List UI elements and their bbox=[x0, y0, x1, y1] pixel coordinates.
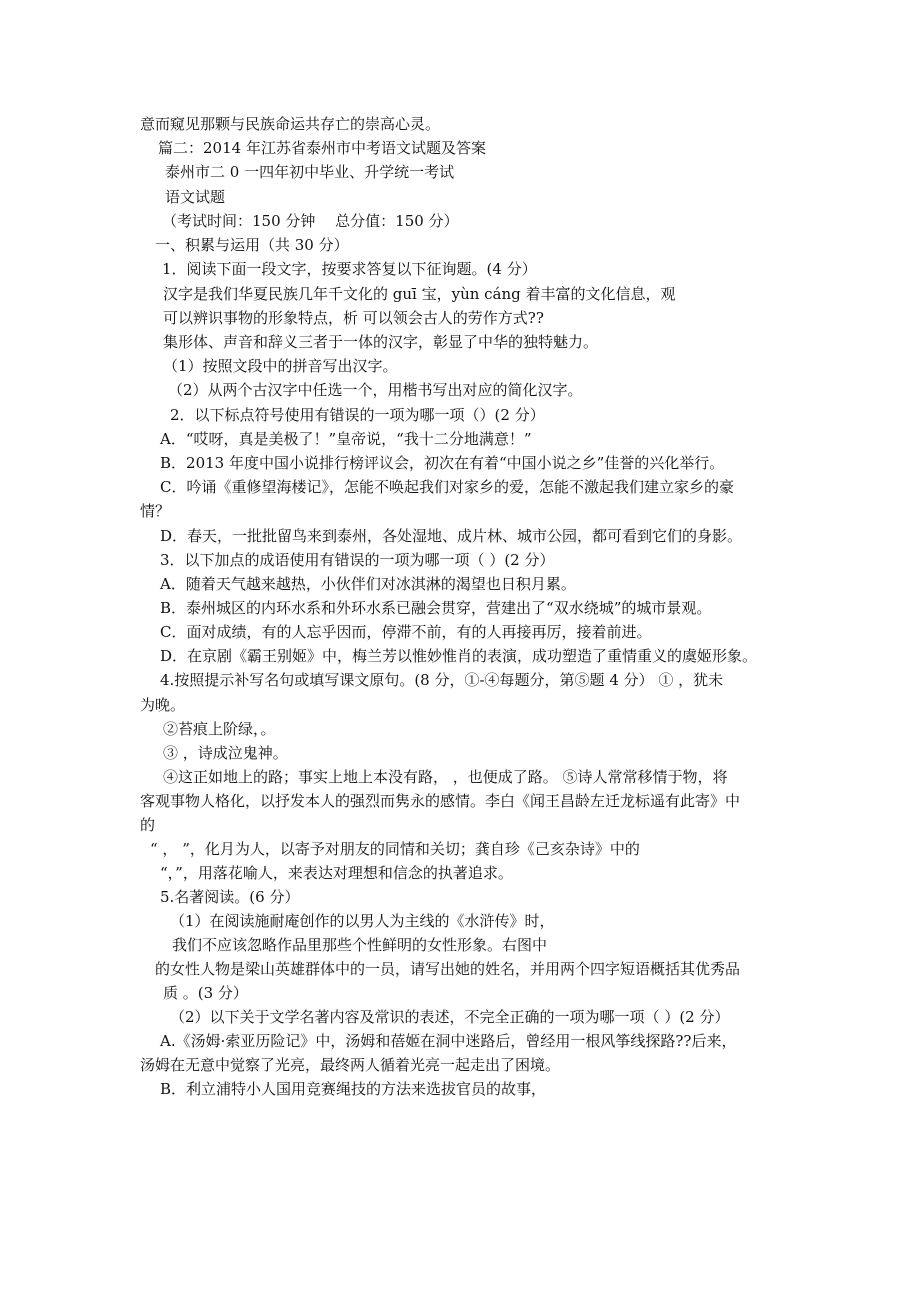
text-line: 汤姆在无意中觉察了光亮，最终两人循着光亮一起走出了困境。 bbox=[140, 1056, 561, 1074]
text-line: A．随着天气越来越热，小伙伴们对冰淇淋的渴望也日积月累。 bbox=[160, 575, 576, 593]
text-line: 2．以下标点符号使用有错误的一项为哪一项（）(2 分） bbox=[170, 406, 545, 424]
text-line: 4.按照提示补写名句或填写课文原句。(8 分，①-④每题分，第⑤题 4 分） ① ，犹未 bbox=[160, 671, 724, 689]
text-line: 意而窥见那颗与民族命运共存亡的崇高心灵。 bbox=[140, 115, 441, 133]
text-line: 3．以下加点的成语使用有错误的一项为哪一项（ ）(2 分） bbox=[160, 551, 555, 569]
text-line: 泰州市二 0 一四年初中毕业、升学统一考试 bbox=[165, 163, 455, 181]
text-line: 汉字是我们华夏民族几年千文化的 guī 宝，yùn cáng 着丰富的文化信息，观 bbox=[163, 285, 676, 303]
section-heading: 一、积累与运用（共 30 分） bbox=[155, 236, 349, 254]
text-line: 5.名著阅读。(6 分） bbox=[160, 888, 300, 906]
text-line: “ ， ”，化月为人，以寄予对朋友的同情和关切；龚自珍《己亥杂诗》中的 bbox=[150, 840, 640, 858]
text-line: 集形体、声音和辞义三者于一体的汉字，彰显了中华的独特魅力。 bbox=[163, 333, 599, 351]
text-line: （2）以下关于文学名著内容及常识的表述，不完全正确的一项为哪一项（ ）(2 分） bbox=[170, 1008, 730, 1026]
text-line: 篇二：2014 年江苏省泰州市中考语文试题及答案 bbox=[158, 139, 486, 157]
text-line: （1）在阅读施耐庵创作的以男人为主线的《水浒传》时， bbox=[170, 912, 555, 930]
text-line: 可以辨识事物的形象特点，析 可以领会古人的劳作方式?? bbox=[163, 309, 544, 327]
text-line: （1）按照文段中的拼音写出汉字。 bbox=[163, 357, 398, 375]
text-line: D．春天，一批批留鸟来到泰州，各处湿地、成片林、城市公园，都可看到它们的身影。 bbox=[160, 527, 743, 545]
text-line: 质 。(3 分） bbox=[163, 984, 248, 1002]
text-line: A．“哎呀，真是美极了！”皇帝说，“我十二分地满意！” bbox=[160, 430, 532, 448]
text-line: 1．阅读下面一段文字，按要求答复以下征询题。(4 分） bbox=[162, 260, 537, 278]
text-line: ②苔痕上阶绿，。 bbox=[163, 720, 276, 738]
text-line: （2）从两个古汉字中任选一个，用楷书写出对应的简化汉字。 bbox=[168, 381, 583, 399]
text-line: C．吟诵《重修望海楼记》，怎能不唤起我们对家乡的爱，怎能不激起我们建立家乡的豪 bbox=[160, 478, 734, 496]
text-line: 语文试题 bbox=[165, 188, 226, 206]
text-line: ③ ，诗成泣鬼神。 bbox=[163, 744, 288, 762]
text-line: 为晚。 bbox=[140, 696, 186, 714]
text-line: 我们不应该忽略作品里那些个性鲜明的女性形象。右图中 bbox=[172, 936, 548, 954]
text-line: “，”，用落花喻人，来表达对理想和信念的执著追求。 bbox=[160, 864, 513, 882]
text-line: 客观事物人格化，以抒发本人的强烈而隽永的感情。李白《闻王昌龄左迁龙标遥有此寄》中 bbox=[140, 792, 741, 810]
text-line: 情？ bbox=[140, 502, 171, 520]
text-line: ④这正如地上的路；事实上地上本没有路， ，也便成了路。 ⑤诗人常常移情于物，将 bbox=[163, 768, 728, 786]
text-line: B．泰州城区的内环水系和外环水系已融会贯穿，营建出了“双水绕城”的城市景观。 bbox=[160, 599, 712, 617]
text-line: （考试时间：150 分钟 总分值：150 分） bbox=[162, 212, 459, 230]
text-line: B．利立浦特小人国用竞赛绳技的方法来选拔官员的故事， bbox=[160, 1080, 547, 1098]
text-line: A.《汤姆·索亚历险记》中，汤姆和蓓姬在洞中迷路后，曾经用一根风筝线探路??后来， bbox=[160, 1032, 737, 1050]
text-line: 的女性人物是梁山英雄群体中的一员，请写出她的姓名，并用两个四字短语概括其优秀品 bbox=[155, 960, 741, 978]
text-line: B．2013 年度中国小说排行榜评议会，初次在有着“中国小说之乡”佳誉的兴化举行。 bbox=[160, 454, 725, 472]
text-line: D．在京剧《霸王别姬》中，梅兰芳以惟妙惟肖的表演，成功塑造了重情重义的虞姬形象。 bbox=[160, 647, 758, 665]
text-line: 的 bbox=[140, 816, 156, 834]
text-line: C．面对成绩，有的人忘乎因而，停滞不前，有的人再接再厉，接着前进。 bbox=[160, 623, 652, 641]
